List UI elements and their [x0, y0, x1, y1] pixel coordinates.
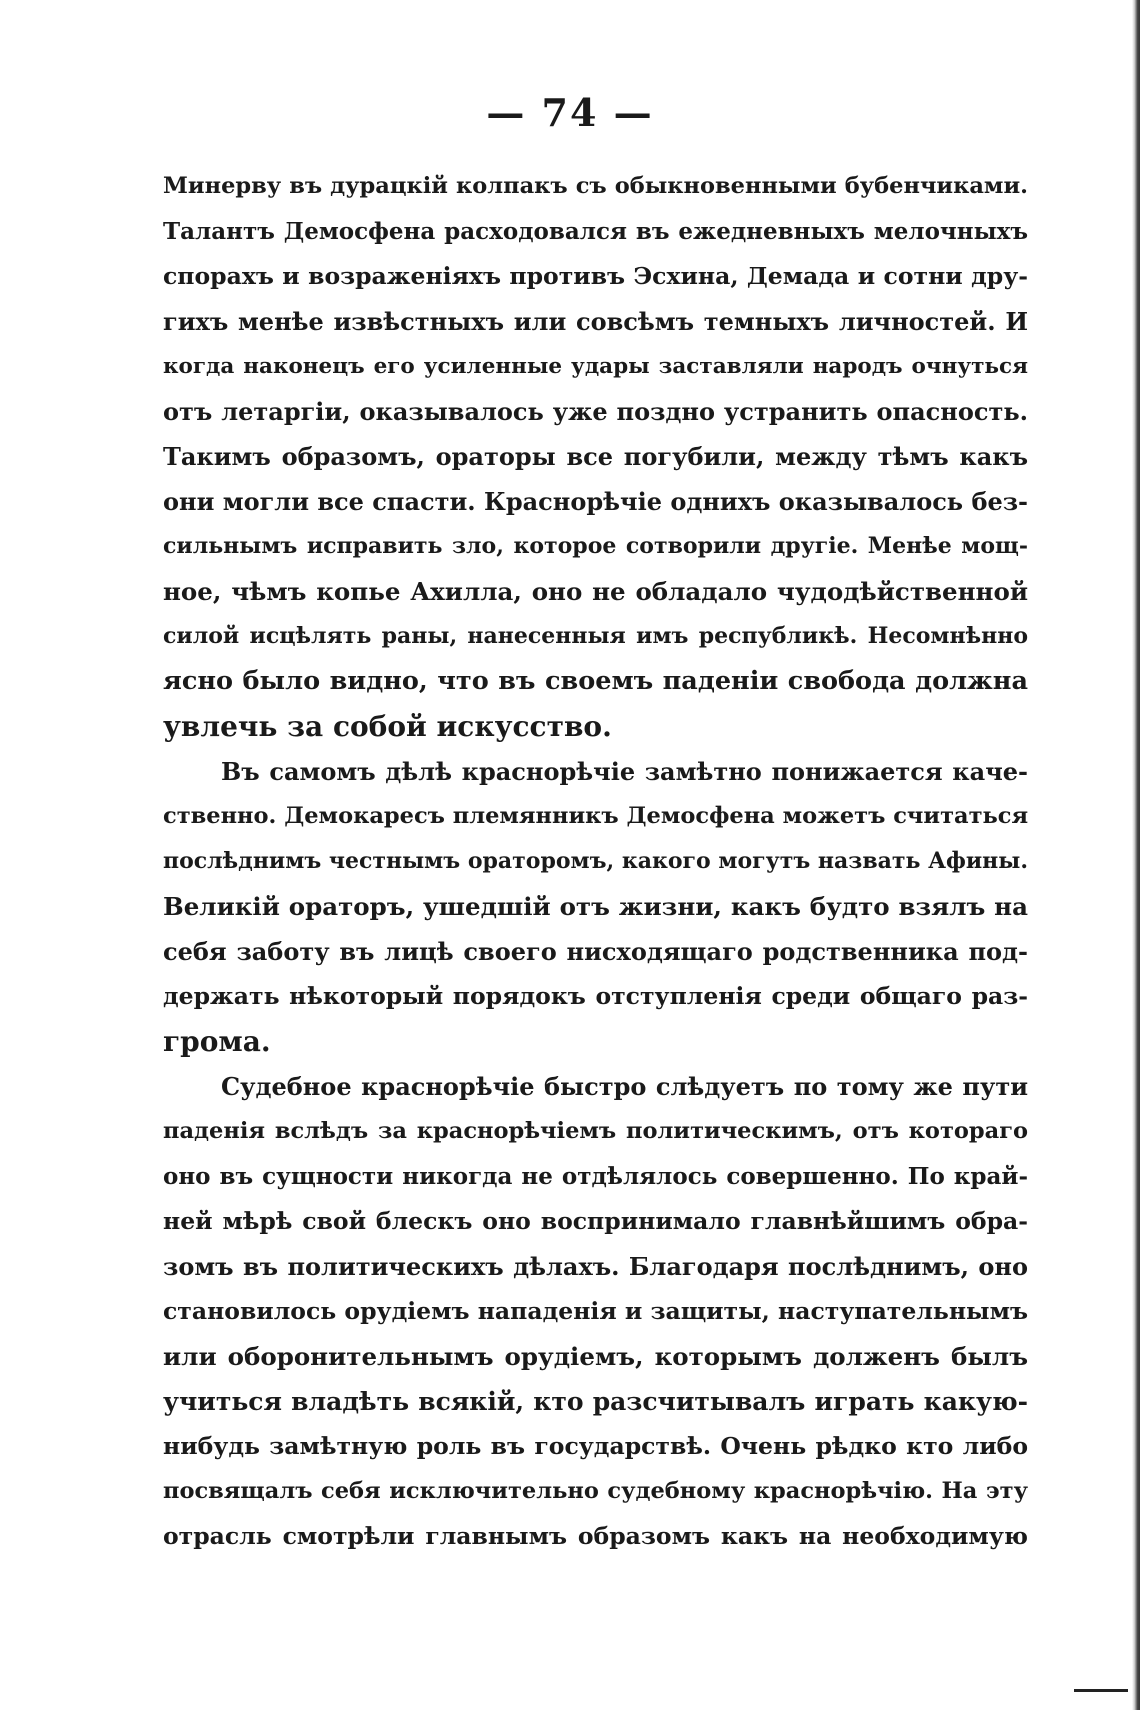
text-line: ясно было видно, что въ своемъ паденіи свобода должна	[163, 666, 1028, 696]
text-line: нибудь замѣтную роль въ государствѣ. Очень рѣдко кто либо	[163, 1432, 1028, 1460]
text-line: послѣднимъ честнымъ ораторомъ, какого могутъ назвать Афины.	[163, 848, 1028, 874]
text-line: Въ самомъ дѣлѣ краснорѣчіе замѣтно понижается каче-	[221, 757, 1028, 786]
text-line: зомъ въ политическихъ дѣлахъ. Благодаря послѣднимъ, оно	[163, 1252, 1028, 1281]
text-line: когда наконецъ его усиленные удары заставляли народъ очнуться	[163, 354, 1028, 379]
text-line: силой исцѣлять раны, нанесенныя имъ республикѣ. Несомнѣнно	[163, 623, 1028, 649]
text-line: отъ летаргіи, оказывалось уже поздно устранить опасность.	[163, 397, 1028, 426]
text-line: грома.	[163, 1025, 271, 1058]
text-line: ней мѣрѣ свой блескъ оно воспринимало главнѣйшимъ обра-	[163, 1207, 1028, 1235]
body-text	[163, 164, 1028, 1559]
text-line: сильнымъ исправить зло, которое сотворили другіе. Менѣе мощ-	[163, 533, 1028, 559]
text-line: спорахъ и возраженіяхъ противъ Эсхина, Демада и сотни дру-	[163, 262, 1028, 290]
text-line: ное, чѣмъ копье Ахилла, оно не обладало чудодѣйственной	[163, 577, 1028, 606]
text-line: учиться владѣть всякій, кто разсчитывалъ играть какую-	[163, 1387, 1028, 1416]
text-line: Такимъ образомъ, ораторы все погубили, между тѣмъ какъ	[163, 442, 1028, 471]
text-line: паденія вслѣдъ за краснорѣчіемъ политическимъ, отъ котораго	[163, 1118, 1028, 1144]
text-line: увлечь за собой искусство.	[163, 710, 612, 743]
page-edge-shadow	[1132, 0, 1140, 1710]
text-line: гихъ менѣе извѣстныхъ или совсѣмъ темныхъ личностей. И	[163, 307, 1028, 336]
text-line: держать нѣкоторый порядокъ отступленія среди общаго раз-	[163, 982, 1028, 1010]
text-line: Судебное краснорѣчіе быстро слѣдуетъ по тому же пути	[221, 1072, 1028, 1101]
text-line: или оборонительнымъ орудіемъ, которымъ долженъ былъ	[163, 1342, 1028, 1371]
page-corner-mark	[1074, 1667, 1128, 1692]
text-line: Великій ораторъ, ушедшій отъ жизни, какъ будто взялъ на	[163, 892, 1028, 921]
text-line: себя заботу въ лицѣ своего нисходящаго родственника под-	[163, 937, 1028, 966]
text-line: они могли все спасти. Краснорѣчіе однихъ оказывалось без-	[163, 487, 1028, 516]
text-line: посвящалъ себя исключительно судебному краснорѣчію. На эту	[163, 1478, 1028, 1504]
text-line: отрасль смотрѣли главнымъ образомъ какъ на необходимую	[163, 1522, 1028, 1550]
page-number: — 74 —	[486, 90, 654, 135]
text-line: Минерву въ дурацкій колпакъ съ обыкновенными бубенчиками.	[163, 173, 1028, 199]
text-line: Талантъ Демосфена расходовался въ ежедневныхъ мелочныхъ	[163, 218, 1028, 245]
text-line: становилось орудіемъ нападенія и защиты, наступательнымъ	[163, 1297, 1028, 1325]
text-line: оно въ сущности никогда не отдѣлялось совершенно. По край-	[163, 1163, 1028, 1190]
text-line: ственно. Демокаресъ племянникъ Демосфена можетъ считаться	[163, 803, 1028, 829]
